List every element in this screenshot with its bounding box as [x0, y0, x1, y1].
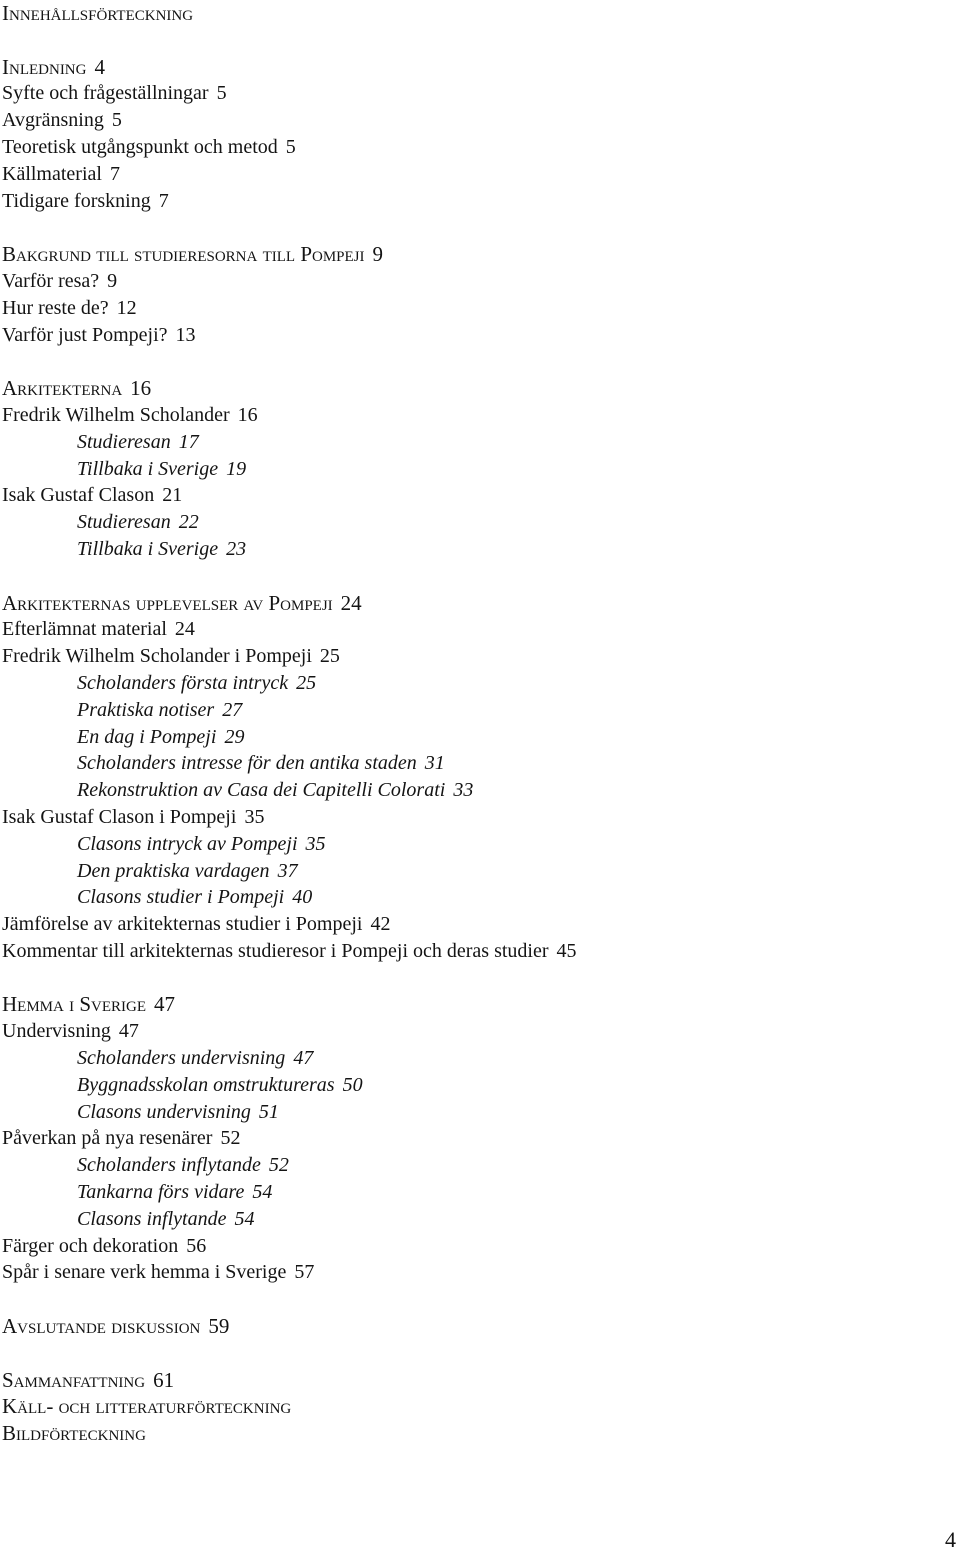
toc-page-number: 21 — [162, 484, 183, 507]
toc-subentry — [2, 509, 942, 536]
toc-heading-text: Bildförteckning — [2, 1421, 146, 1446]
toc-entry-text: Undervisning — [2, 1020, 111, 1043]
toc-entry-text: Clasons intryck av Pompeji — [77, 832, 298, 855]
toc-page-number: 23 — [226, 537, 247, 560]
toc-section-heading — [2, 1420, 942, 1447]
toc-page-number: 7 — [158, 189, 169, 212]
toc-entry-text: Hur reste de? — [2, 296, 109, 319]
toc-page-number: 47 — [154, 992, 175, 1017]
toc-heading-text: Sammanfattning — [2, 1367, 146, 1392]
toc-subentry — [2, 456, 942, 483]
toc-entry — [2, 911, 942, 938]
toc-section-heading — [2, 590, 942, 617]
toc-subentry — [2, 1206, 942, 1233]
toc-page-number: 22 — [178, 511, 199, 534]
toc-entry-text: Clasons inflytande — [77, 1207, 227, 1230]
toc-entry — [2, 322, 942, 349]
toc-entry-text: Byggnadsskolan omstruktureras — [77, 1073, 335, 1096]
toc-subentry — [2, 750, 942, 777]
toc-section-heading — [2, 241, 942, 268]
spacer — [2, 1340, 942, 1367]
toc-page-number: 52 — [268, 1154, 289, 1177]
toc-entry-text: Fredrik Wilhelm Scholander — [2, 403, 230, 426]
toc-entry-text: Varför resa? — [2, 269, 100, 292]
toc-entry-text: Tillbaka i Sverige — [77, 457, 219, 480]
toc-heading-text: Hemma i Sverige — [2, 992, 146, 1017]
toc-entry-text: Scholanders undervisning — [77, 1047, 286, 1070]
toc-entry-text: Jämförelse av arkitekternas studier i Pompeji — [2, 913, 363, 936]
spacer — [2, 27, 942, 54]
toc-entry — [2, 161, 942, 188]
toc-page-number: 35 — [244, 805, 265, 828]
toc-subentry — [2, 429, 942, 456]
toc-page-number: 5 — [216, 82, 227, 105]
toc-entry-text: Scholanders intresse för den antika staden — [77, 752, 417, 775]
toc-subentry — [2, 724, 942, 751]
toc-entry — [2, 1018, 942, 1045]
toc-subentry — [2, 670, 942, 697]
toc-section-heading — [2, 375, 942, 402]
toc-page-number: 54 — [252, 1181, 273, 1204]
toc-page-number: 25 — [296, 671, 317, 694]
toc-page-number: 5 — [111, 109, 122, 132]
toc-entry-text: Rekonstruktion av Casa dei Capitelli Colorati — [77, 779, 446, 802]
toc-page-number: 9 — [372, 242, 383, 267]
toc-entry-text: Kommentar till arkitekternas studieresor i Pompeji och deras studier — [2, 939, 549, 962]
toc-page-number: 37 — [277, 859, 298, 882]
toc-heading-text: Arkitekternas upplevelser av Pompeji — [2, 590, 333, 615]
toc-page-number: 61 — [153, 1367, 175, 1392]
toc-entry-text: Tankarna förs vidare — [77, 1181, 245, 1204]
toc-page-number: 17 — [178, 430, 199, 453]
toc-subentry — [2, 1099, 942, 1126]
toc-entry — [2, 643, 942, 670]
toc-entry-text: Efterlämnat material — [2, 618, 167, 641]
toc-entry — [2, 1125, 942, 1152]
toc-section-heading — [2, 1367, 942, 1394]
toc-subentry — [2, 1152, 942, 1179]
table-of-contents — [2, 0, 942, 1447]
toc-page-number: 50 — [342, 1073, 363, 1096]
toc-entry — [2, 482, 942, 509]
toc-entry — [2, 938, 942, 965]
toc-page-number: 47 — [118, 1020, 139, 1043]
toc-entry-text: Källmaterial — [2, 162, 102, 185]
toc-page-number: 9 — [107, 269, 118, 292]
toc-entry — [2, 295, 942, 322]
toc-entry-text: Teoretisk utgångspunkt och metod — [2, 135, 278, 158]
toc-page-number: 45 — [556, 939, 577, 962]
toc-subentry — [2, 1072, 942, 1099]
toc-page-number: 40 — [292, 886, 313, 909]
toc-entry-text: Avgränsning — [2, 109, 104, 132]
toc-page-number: 19 — [226, 457, 247, 480]
toc-entry — [2, 268, 942, 295]
toc-page-number: 13 — [175, 323, 196, 346]
toc-page-number: 33 — [453, 779, 474, 802]
toc-heading-text: Avslutande diskussion — [2, 1314, 201, 1339]
toc-subentry — [2, 831, 942, 858]
toc-page-number: 24 — [340, 590, 362, 615]
toc-entry-text: Varför just Pompeji? — [2, 323, 168, 346]
toc-entry — [2, 402, 942, 429]
toc-page-number: 29 — [224, 725, 245, 748]
toc-entry-text: Clasons studier i Pompeji — [77, 886, 285, 909]
toc-page-number: 12 — [116, 296, 137, 319]
toc-page-number: 16 — [237, 403, 258, 426]
toc-entry-text: Den praktiska vardagen — [77, 859, 270, 882]
toc-heading-text: Bakgrund till studieresorna till Pompeji — [2, 242, 365, 267]
toc-entry-text: Studieresan — [77, 511, 171, 534]
toc-section-heading — [2, 1313, 942, 1340]
page-number: 4 — [945, 1527, 956, 1552]
toc-subentry — [2, 884, 942, 911]
toc-entry-text: Tidigare forskning — [2, 189, 151, 212]
toc-entry-text: Syfte och frågeställningar — [2, 82, 209, 105]
toc-subentry — [2, 697, 942, 724]
toc-entry-text: Tillbaka i Sverige — [77, 537, 219, 560]
toc-page-number: 35 — [305, 832, 326, 855]
toc-entry — [2, 80, 942, 107]
toc-page-number: 51 — [258, 1100, 279, 1123]
spacer — [2, 348, 942, 375]
toc-entry-text: Scholanders inflytande — [77, 1154, 261, 1177]
toc-heading-text: Arkitekterna — [2, 376, 123, 401]
toc-page-number: 54 — [234, 1207, 255, 1230]
toc-entry — [2, 616, 942, 643]
toc-title: Innehållsförteckning — [2, 1, 194, 25]
toc-section-heading — [2, 991, 942, 1018]
toc-section-heading — [2, 1393, 942, 1420]
toc-entry-text: Isak Gustaf Clason — [2, 484, 155, 507]
toc-entry — [2, 107, 942, 134]
spacer — [2, 965, 942, 992]
toc-subentry — [2, 858, 942, 885]
toc-page-number: 52 — [220, 1127, 241, 1150]
toc-page-number: 7 — [109, 162, 120, 185]
toc-entry-text: Spår i senare verk hemma i Sverige — [2, 1261, 287, 1284]
toc-subentry — [2, 777, 942, 804]
toc-subentry — [2, 1045, 942, 1072]
toc-entry-text: Fredrik Wilhelm Scholander i Pompeji — [2, 645, 312, 668]
toc-page-number: 5 — [285, 135, 296, 158]
toc-page-number: 27 — [222, 698, 243, 721]
toc-page-number: 4 — [94, 54, 105, 79]
toc-entry-text: Färger och dekoration — [2, 1234, 179, 1257]
toc-page-number: 57 — [294, 1261, 315, 1284]
toc-entry-text: Scholanders första intryck — [77, 671, 289, 694]
spacer — [2, 1286, 942, 1313]
toc-heading-text: Käll- och litteraturförteckning — [2, 1394, 292, 1419]
toc-page-number: 56 — [186, 1234, 207, 1257]
spacer — [2, 214, 942, 241]
toc-entry — [2, 134, 942, 161]
toc-page-number: 59 — [208, 1314, 230, 1339]
toc-entry-text: Praktiska notiser — [77, 698, 215, 721]
toc-page-number: 16 — [130, 376, 152, 401]
toc-entry-text: En dag i Pompeji — [77, 725, 217, 748]
toc-entry-text: Clasons undervisning — [77, 1100, 251, 1123]
spacer — [2, 563, 942, 590]
toc-page-number: 47 — [293, 1047, 314, 1070]
toc-entry-text: Isak Gustaf Clason i Pompeji — [2, 805, 237, 828]
toc-page-number: 24 — [174, 618, 195, 641]
toc-entry — [2, 188, 942, 215]
toc-entry — [2, 1233, 942, 1260]
toc-subentry — [2, 1179, 942, 1206]
toc-section-heading — [2, 54, 942, 81]
toc-entry-text: Studieresan — [77, 430, 171, 453]
toc-page-number: 25 — [319, 645, 340, 668]
toc-page-number: 42 — [370, 913, 391, 936]
toc-heading-text: Inledning — [2, 54, 87, 79]
toc-entry-text: Påverkan på nya resenärer — [2, 1127, 213, 1150]
toc-page-number: 31 — [424, 752, 445, 775]
toc-subentry — [2, 536, 942, 563]
toc-entry — [2, 804, 942, 831]
toc-entry — [2, 1259, 942, 1286]
